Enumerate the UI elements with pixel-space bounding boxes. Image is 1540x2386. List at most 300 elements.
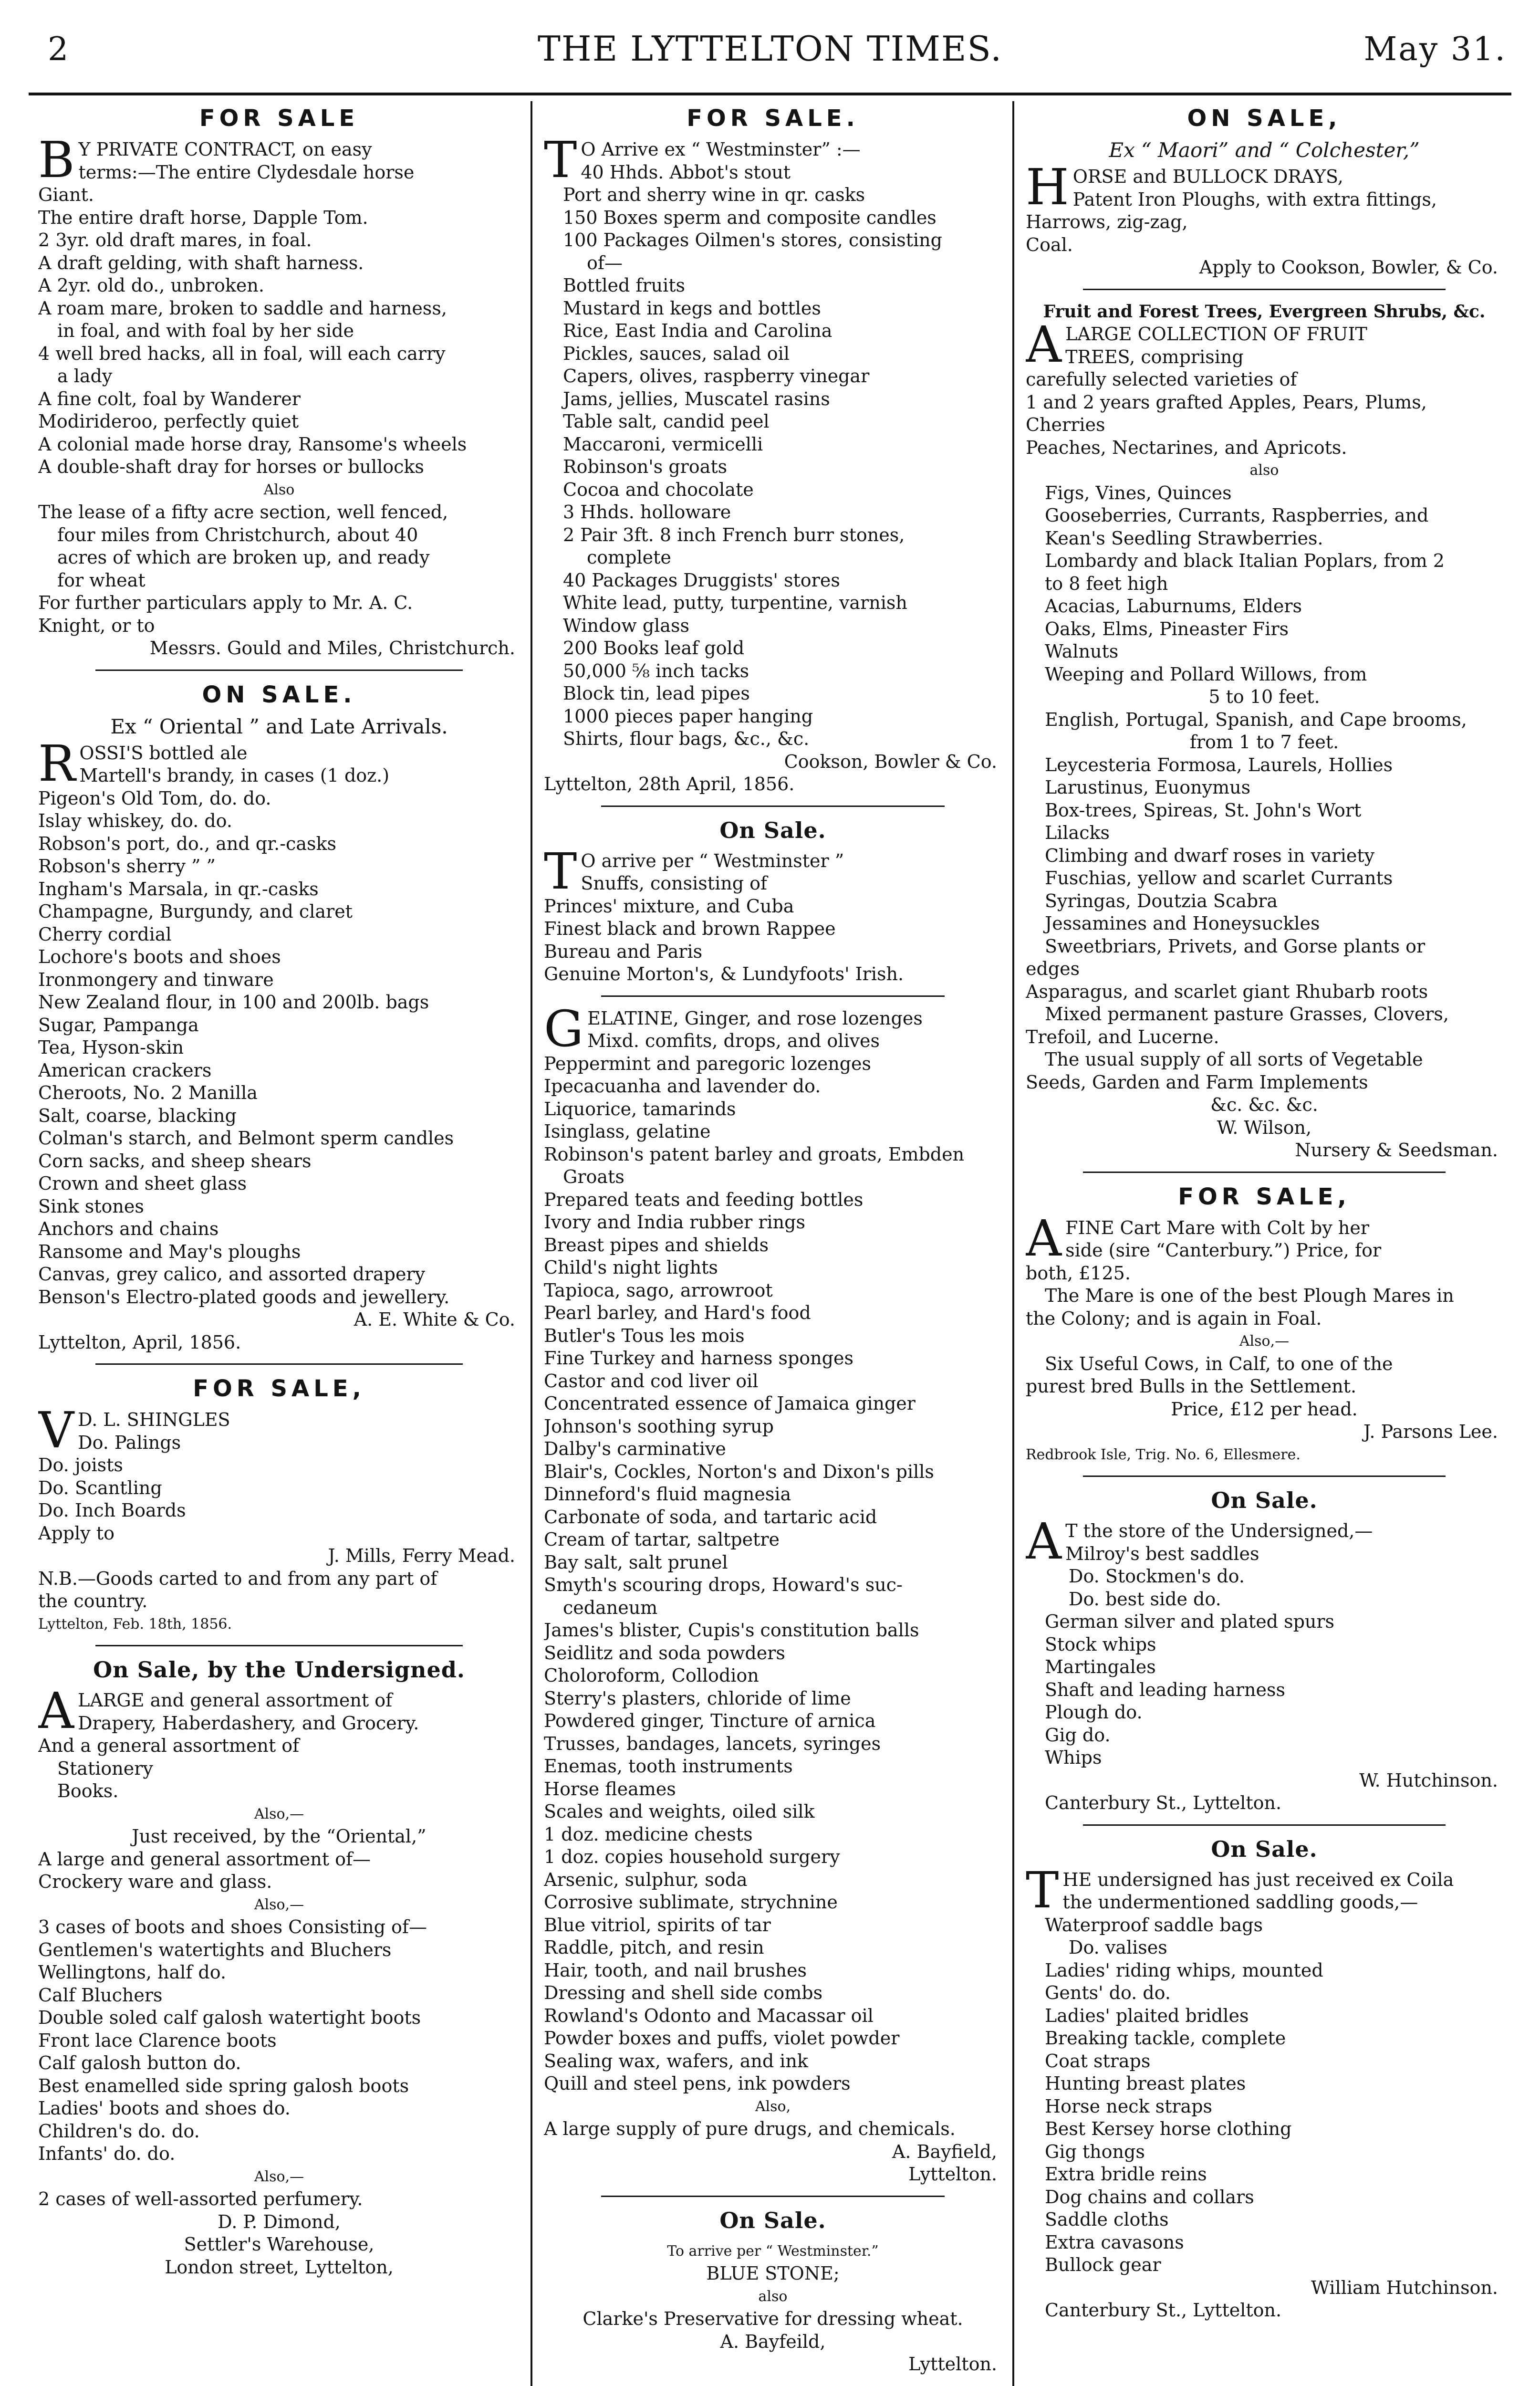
advertisement — [38, 1657, 520, 2279]
text-line: 3 cases of boots and shoes Consisting of— — [38, 1916, 427, 1937]
text-line: to 8 feet high — [1045, 573, 1168, 594]
text-line: Champagne, Burgundy, and claret — [38, 901, 353, 922]
text-line: A roam mare, broken to saddle and harness, — [38, 297, 447, 319]
ad-subheading: Ex “ Oriental ” and Late Arrivals. — [110, 714, 448, 738]
drop-cap: A — [1026, 1512, 1062, 1570]
column-3 — [1026, 101, 1503, 2386]
text-line: The entire draft horse, Dapple Tom. — [38, 207, 368, 228]
drop-cap: T — [544, 131, 577, 189]
ad-heading: FOR SALE, — [1178, 1183, 1351, 1210]
text-line: Lochore's boots and shoes — [38, 946, 281, 967]
text-line: The Mare is one of the best Plough Mares in — [1045, 1285, 1454, 1306]
advertisement — [38, 681, 520, 1354]
text-line: Oaks, Elms, Pineaster Firs — [1045, 618, 1289, 639]
text-line: Sugar, Pampanga — [38, 1014, 199, 1036]
text-line: 40 Hhds. Abbot's stout — [581, 161, 791, 183]
text-line: Princes' mixture, and Cuba — [544, 895, 794, 917]
text-line: Lyttelton, Feb. 18th, 1856. — [38, 1615, 232, 1633]
text-line: Capers, olives, raspberry vinegar — [563, 366, 870, 387]
text-line: Harrows, zig-zag, — [1026, 211, 1188, 232]
text-line: Plough do. — [1045, 1702, 1143, 1723]
opening-lines — [79, 742, 520, 787]
text-line: T the store of the Undersigned,— — [1065, 1520, 1373, 1541]
text-line: Gig do. — [1045, 1724, 1111, 1746]
text-line: Pigeon's Old Tom, do. do. — [38, 787, 271, 809]
text-line: both, £125. — [1026, 1262, 1131, 1284]
text-line: Front lace Clarence boots — [38, 2030, 277, 2051]
text-line: Horse fleames — [544, 1778, 676, 1800]
text-line: Do. Palings — [78, 1432, 181, 1453]
text-line: Colman's starch, and Belmont sperm candles — [38, 1128, 454, 1149]
text-line: A 2yr. old do., unbroken. — [38, 275, 264, 296]
text-line: Whips — [1045, 1747, 1102, 1768]
text-line: O arrive per “ Westminster ” — [581, 850, 844, 871]
text-line: Anchors and chains — [38, 1218, 219, 1239]
text-line: Fuschias, yellow and scarlet Currants — [1045, 868, 1393, 889]
text-line: Settler's Warehouse, — [184, 2234, 375, 2255]
text-line: Box-trees, Spireas, St. John's Wort — [1045, 799, 1362, 821]
text-line: Seeds, Garden and Farm Implements — [1026, 1071, 1368, 1093]
text-line: Do. Scantling — [38, 1477, 162, 1498]
text-line: Extra cavasons — [1045, 2231, 1184, 2253]
text-line: ELATINE, Ginger, and rose lozenges — [587, 1007, 923, 1029]
text-line: Tea, Hyson-skin — [38, 1037, 184, 1058]
text-line: Mixed permanent pasture Grasses, Clovers, — [1045, 1004, 1449, 1025]
drop-cap: T — [544, 842, 577, 900]
text-line: American crackers — [38, 1059, 212, 1081]
text-line: Lyttelton. — [908, 2164, 997, 2185]
text-line: Maccaroni, vermicelli — [563, 433, 763, 455]
advertisement — [38, 1375, 520, 1635]
text-line: Corn sacks, and sheep shears — [38, 1150, 312, 1172]
text-line: Walnuts — [1045, 641, 1119, 662]
text-line: for wheat — [57, 569, 146, 591]
opening-lines — [1062, 1869, 1503, 1914]
text-line: Cherries — [1026, 414, 1105, 435]
text-line: White lead, putty, turpentine, varnish — [563, 592, 907, 613]
text-line: Carbonate of soda, and tartaric acid — [544, 1506, 877, 1528]
text-line: Pearl barley, and Hard's food — [544, 1302, 811, 1323]
text-line: Milroy's best saddles — [1065, 1543, 1259, 1564]
text-line: 2 Pair 3ft. 8 inch French burr stones, — [563, 524, 905, 545]
opening-lines — [1065, 1520, 1503, 1565]
text-line: also — [1249, 462, 1279, 479]
text-line: A large supply of pure drugs, and chemicals. — [544, 2118, 956, 2139]
text-line: Jessamines and Honeysuckles — [1045, 913, 1320, 934]
text-line: Lyttelton, 28th April, 1856. — [544, 774, 795, 795]
text-line: The usual supply of all sorts of Vegetable — [1045, 1049, 1423, 1070]
text-line: The lease of a fifty acre section, well fenced, — [38, 502, 448, 523]
text-line: Mustard in kegs and bottles — [563, 297, 821, 319]
text-line: Dinneford's fluid magnesia — [544, 1484, 791, 1505]
ad-separator — [95, 1363, 463, 1365]
ad-opening — [1026, 1209, 1503, 1267]
ad-heading: ON SALE. — [202, 681, 356, 708]
advertisement — [1026, 1183, 1503, 1466]
ad-heading: On Sale. — [1211, 1487, 1318, 1513]
ad-opening — [38, 1401, 520, 1459]
text-line: Horse neck straps — [1045, 2095, 1213, 2117]
text-line: Peppermint and paregoric lozenges — [544, 1053, 872, 1074]
text-line: Gentlemen's watertights and Bluchers — [38, 1939, 392, 1960]
text-line: Weeping and Pollard Willows, from — [1045, 663, 1367, 685]
text-line: Do. best side do. — [1069, 1588, 1221, 1610]
text-line: Apply to — [38, 1522, 114, 1544]
text-line: Price, £12 per head. — [1171, 1398, 1358, 1420]
text-line: Quill and steel pens, ink powders — [544, 2073, 851, 2094]
text-line: Fine Turkey and harness sponges — [544, 1348, 853, 1369]
text-line: Ladies' boots and shoes do. — [38, 2098, 291, 2119]
text-line: TREES, comprising — [1065, 346, 1244, 367]
text-line: D. L. SHINGLES — [78, 1409, 230, 1430]
text-line: Sealing wax, wafers, and ink — [544, 2050, 808, 2072]
opening-lines — [587, 1007, 1002, 1053]
text-line: English, Portugal, Spanish, and Cape brooms, — [1045, 709, 1467, 730]
text-line: Cheroots, No. 2 Manilla — [38, 1082, 258, 1103]
text-line: Lombardy and black Italian Poplars, from 2 — [1045, 550, 1445, 571]
text-line: Tapioca, sago, arrowroot — [544, 1279, 773, 1301]
text-line: Do. joists — [38, 1455, 123, 1476]
text-line: acres of which are broken up, and ready — [57, 547, 430, 568]
text-line: Dalby's carminative — [544, 1438, 726, 1459]
text-line: Best Kersey horse clothing — [1045, 2118, 1292, 2139]
text-line: Blue vitriol, spirits of tar — [544, 1914, 771, 1936]
advertisement — [544, 999, 1002, 2186]
opening-lines — [581, 138, 1002, 184]
text-line: Ransome and May's ploughs — [38, 1241, 301, 1262]
text-line: side (sire “Canterbury.”) Price, for — [1065, 1240, 1382, 1261]
text-line: complete — [587, 547, 671, 568]
text-line: a lady — [57, 366, 113, 387]
text-line: Apply to Cookson, Bowler, & Co. — [1199, 257, 1498, 278]
text-line: Window glass — [563, 615, 689, 636]
text-line: 5 to 10 feet. — [1208, 686, 1320, 707]
text-line: Calf Bluchers — [38, 1984, 163, 2006]
text-line: Bureau and Paris — [544, 941, 703, 962]
text-line: Syringas, Doutzia Scabra — [1045, 890, 1278, 911]
ad-separator — [1083, 289, 1446, 290]
ad-separator — [601, 2196, 945, 2197]
text-line: Do. valises — [1069, 1937, 1167, 1958]
text-line: Wellingtons, half do. — [38, 1962, 227, 1983]
text-line: Best enamelled side spring galosh boots — [38, 2075, 409, 2096]
text-line: Hair, tooth, and nail brushes — [544, 1959, 807, 1981]
advertisement — [544, 105, 1002, 796]
text-line: 4 well bred hacks, all in foal, will each carry — [38, 343, 446, 364]
text-line: Block tin, lead pipes — [563, 683, 750, 704]
text-line: Acacias, Laburnums, Elders — [1045, 596, 1302, 617]
opening-lines — [78, 1409, 520, 1454]
text-line: Enemas, tooth instruments — [544, 1756, 793, 1777]
text-line: Groats — [563, 1166, 624, 1187]
text-line: Waterproof saddle bags — [1045, 1914, 1263, 1936]
text-line: Also — [263, 481, 295, 498]
masthead-title: THE LYTTELTON TIMES. — [537, 29, 1003, 69]
text-line: Butler's Tous les mois — [544, 1325, 745, 1346]
text-line: Books. — [57, 1780, 119, 1801]
text-line: 1000 pieces paper hanging — [563, 705, 813, 727]
text-line: BLUE STONE; — [706, 2263, 840, 2284]
text-line: Shirts, flour bags, &c., &c. — [563, 728, 810, 749]
text-line: the country. — [38, 1591, 148, 1612]
text-line: Bottled fruits — [563, 275, 686, 296]
opening-lines — [1065, 1217, 1503, 1262]
text-line: Clarke's Preservative for dressing wheat. — [583, 2308, 963, 2329]
text-line: Robinson's patent barley and groats, Embden — [544, 1143, 965, 1165]
text-line: Modirideroo, perfectly quiet — [38, 411, 299, 432]
text-line: Ivory and India rubber rings — [544, 1212, 805, 1233]
text-line: Dressing and shell side combs — [544, 1982, 823, 2003]
text-line: Child's night lights — [544, 1257, 718, 1278]
text-line: Sink stones — [38, 1195, 144, 1217]
text-line: Arsenic, sulphur, soda — [544, 1869, 748, 1890]
text-line: Canvas, grey calico, and assorted drapery — [38, 1264, 426, 1285]
text-line: Scales and weights, oiled silk — [544, 1801, 815, 1822]
opening-lines — [78, 1689, 520, 1735]
text-line: Ipecacuanha and lavender do. — [544, 1076, 821, 1097]
text-line: Raddle, pitch, and resin — [544, 1937, 764, 1958]
ad-separator — [95, 670, 463, 671]
text-line: Robson's port, do., and qr.-casks — [38, 833, 336, 854]
text-line: Bay salt, salt prunel — [544, 1551, 728, 1573]
text-line: cedaneum — [563, 1597, 658, 1618]
text-line: LARGE COLLECTION OF FRUIT — [1065, 324, 1367, 345]
text-line: Calf galosh button do. — [38, 2052, 241, 2073]
text-line: A. E. White & Co. — [354, 1309, 515, 1330]
advertisement — [544, 817, 1002, 986]
text-line: Lyttelton, April, 1856. — [38, 1331, 241, 1353]
ad-separator — [1083, 1172, 1446, 1173]
ad-opening — [1026, 1512, 1503, 1570]
text-line: O Arrive ex “ Westminster” :— — [581, 139, 861, 160]
text-line: A large and general assortment of— — [38, 1848, 371, 1870]
drop-cap: T — [1026, 1861, 1059, 1919]
text-line: Gig thongs — [1045, 2141, 1145, 2162]
text-line: New Zealand flour, in 100 and 200lb. bags — [38, 992, 429, 1013]
text-line: Just received, by the “Oriental,” — [132, 1826, 427, 1847]
text-line: 50,000 ⅝ inch tacks — [563, 660, 749, 681]
page-header — [29, 22, 1511, 84]
text-line: Shaft and leading harness — [1045, 1679, 1286, 1700]
text-line: A colonial made horse dray, Ransome's wheels — [38, 433, 467, 455]
text-line: Peaches, Nectarines, and Apricots. — [1026, 437, 1347, 458]
text-line: Choloroform, Collodion — [544, 1665, 759, 1686]
text-line: N.B.—Goods carted to and from any part of — [38, 1568, 437, 1589]
text-line: carefully selected varieties of — [1026, 369, 1297, 390]
column-1 — [38, 101, 520, 2386]
ad-heading: On Sale. — [1211, 1836, 1318, 1862]
text-line: Liquorice, tamarinds — [544, 1098, 736, 1120]
text-line: LARGE and general assortment of — [78, 1690, 393, 1711]
text-line: Corrosive sublimate, strychnine — [544, 1892, 838, 1913]
text-line: Breast pipes and shields — [544, 1234, 769, 1256]
ad-opening — [38, 131, 520, 189]
text-line: A double-shaft dray for horses or bullocks — [38, 456, 424, 477]
issue-date: May 31. — [1363, 31, 1507, 68]
text-line: 1 doz. copies household surgery — [544, 1846, 840, 1867]
drop-cap: V — [38, 1401, 74, 1459]
text-line: A draft gelding, with shaft harness. — [38, 252, 364, 273]
text-line: Nursery & Seedsman. — [1295, 1140, 1498, 1161]
ad-opening — [1026, 315, 1503, 374]
text-line: A fine colt, foal by Wanderer — [38, 388, 301, 409]
text-line: William Hutchinson. — [1311, 2277, 1498, 2298]
text-line: Rowland's Odonto and Macassar oil — [544, 2005, 874, 2026]
text-line: Sterry's plasters, chloride of lime — [544, 1687, 851, 1709]
column-divider — [1012, 101, 1014, 2386]
text-line: Coat straps — [1045, 2050, 1151, 2072]
column-divider — [531, 101, 532, 2386]
text-line: Saddle cloths — [1045, 2209, 1169, 2230]
text-line: Giant. — [38, 184, 94, 205]
text-line: Cherry cordial — [38, 923, 172, 945]
text-line: Robson's sherry ” ” — [38, 856, 216, 877]
text-line: FINE Cart Mare with Colt by her — [1065, 1217, 1370, 1238]
text-line: Ladies' plaited bridles — [1045, 2005, 1249, 2026]
text-line: 200 Books leaf gold — [563, 638, 745, 659]
text-line: Cream of tartar, saltpetre — [544, 1529, 780, 1550]
text-line: Genuine Morton's, & Lundyfoots' Irish. — [544, 963, 904, 984]
text-line: Pickles, sauces, salad oil — [563, 343, 790, 364]
text-line: the undermentioned saddling goods,— — [1062, 1892, 1418, 1913]
ad-opening — [544, 999, 1002, 1058]
text-line: the Colony; and is again in Foal. — [1026, 1308, 1322, 1329]
text-line: D. P. Dimond, — [218, 2211, 341, 2232]
text-line: Trusses, bandages, lancets, syringes — [544, 1733, 881, 1754]
text-line: Six Useful Cows, in Calf, to one of the — [1045, 1353, 1393, 1374]
text-line: Islay whiskey, do. do. — [38, 810, 232, 831]
text-line: A. Bayfeild, — [720, 2331, 826, 2352]
text-line: Hunting breast plates — [1045, 2073, 1246, 2094]
ad-separator — [601, 806, 945, 807]
text-line: Also,— — [1239, 1333, 1290, 1350]
text-line: Cocoa and chocolate — [563, 479, 754, 500]
text-line: OSSI'S bottled ale — [79, 742, 248, 764]
text-line: Powder boxes and puffs, violet powder — [544, 2028, 900, 2049]
text-line: four miles from Christchurch, about 40 — [57, 524, 418, 545]
text-line: Bullock gear — [1045, 2254, 1161, 2275]
text-line: Trefoil, and Lucerne. — [1026, 1026, 1219, 1047]
advertisement — [1026, 105, 1503, 279]
text-line: Do. Inch Boards — [38, 1500, 186, 1521]
text-line: Y PRIVATE CONTRACT, on easy — [78, 139, 372, 160]
text-line: Mixd. comfits, drops, and olives — [587, 1030, 880, 1051]
text-line: Asparagus, and scarlet giant Rhubarb roots — [1026, 981, 1428, 1002]
text-line: Snuffs, consisting of — [581, 873, 768, 894]
text-line: &c. &c. &c. — [1210, 1094, 1318, 1115]
text-line: Coal. — [1026, 234, 1073, 255]
text-line: 150 Boxes sperm and composite candles — [563, 207, 936, 228]
text-line: HE undersigned has just received ex Coila — [1062, 1869, 1454, 1890]
text-line: Port and sherry wine in qr. casks — [563, 184, 865, 205]
text-line: Canterbury St., Lyttelton. — [1045, 2300, 1282, 2321]
advertisement — [544, 2208, 1002, 2376]
text-line: from 1 to 7 feet. — [1189, 732, 1339, 753]
text-line: Blair's, Cockles, Norton's and Dixon's pills — [544, 1461, 934, 1482]
text-line: Concentrated essence of Jamaica ginger — [544, 1393, 916, 1414]
text-line: 40 Packages Druggists' stores — [563, 569, 840, 591]
text-line: Ingham's Marsala, in qr.-casks — [38, 878, 319, 900]
advertisement — [1026, 1487, 1503, 1815]
text-line: edges — [1026, 958, 1080, 979]
page-number: 2 — [48, 31, 69, 68]
text-line: London street, Lyttelton, — [165, 2256, 394, 2278]
text-line: 2 cases of well-assorted perfumery. — [38, 2188, 363, 2209]
text-line: Leycesteria Formosa, Laurels, Hollies — [1045, 754, 1393, 775]
ad-heading: On Sale. — [719, 2207, 826, 2233]
text-line: 100 Packages Oilmen's stores, consisting — [563, 230, 942, 251]
text-line: Breaking tackle, complete — [1045, 2028, 1286, 2049]
text-line: Jams, jellies, Muscatel rasins — [563, 388, 830, 409]
opening-lines — [1073, 166, 1503, 211]
ad-opening — [38, 1682, 520, 1740]
text-line: Cookson, Bowler & Co. — [784, 751, 997, 772]
text-line: Rice, East India and Carolina — [563, 320, 832, 341]
ad-heading: ON SALE, — [1187, 105, 1342, 132]
advertisement — [1026, 301, 1503, 1162]
text-line: Climbing and dwarf roses in variety — [1045, 845, 1375, 866]
ad-heading: FOR SALE, — [193, 1375, 365, 1402]
ad-separator — [601, 995, 945, 997]
text-line: terms:—The entire Clydesdale horse — [78, 161, 415, 183]
text-line: Extra bridle reins — [1045, 2164, 1207, 2185]
text-line: Stationery — [57, 1758, 153, 1779]
opening-lines — [581, 850, 1002, 895]
text-line: A. Bayfield, — [892, 2141, 997, 2162]
text-line: 1 doz. medicine chests — [544, 1823, 753, 1845]
text-line: Canterbury St., Lyttelton. — [1045, 1792, 1282, 1813]
text-line: Smyth's scouring drops, Howard's suc- — [544, 1574, 903, 1595]
text-line: Kean's Seedling Strawberries. — [1045, 527, 1323, 549]
drop-cap: R — [38, 734, 76, 793]
text-line: Martingales — [1045, 1656, 1156, 1677]
text-line: Benson's Electro-plated goods and jewellery. — [38, 1286, 450, 1308]
text-line: Also,— — [254, 1805, 304, 1822]
text-line: W. Hutchinson. — [1359, 1769, 1498, 1791]
text-line: Lilacks — [1045, 822, 1110, 843]
text-line: Ladies' riding whips, mounted — [1045, 1959, 1323, 1981]
ad-opening — [1026, 158, 1503, 216]
ad-opening — [1026, 1861, 1503, 1919]
text-line: And a general assortment of — [38, 1735, 300, 1756]
text-line: Also, — [755, 2098, 791, 2115]
ad-subheading: Ex “ Maori” and “ Colchester,” — [1109, 138, 1420, 162]
text-line: James's blister, Cupis's constitution balls — [544, 1620, 919, 1641]
text-line: Knight, or to — [38, 615, 155, 636]
text-line: Crown and sheet glass — [38, 1173, 247, 1194]
text-line: Salt, coarse, blacking — [38, 1105, 237, 1126]
text-line: Also,— — [254, 1896, 304, 1913]
text-line: purest bred Bulls in the Settlement. — [1026, 1376, 1357, 1397]
ad-heading: On Sale. — [719, 817, 826, 843]
ad-heading: FOR SALE. — [687, 105, 859, 132]
text-line: Crockery ware and glass. — [38, 1871, 272, 1892]
ad-opening — [544, 842, 1002, 900]
text-line: German silver and plated spurs — [1045, 1611, 1335, 1632]
drop-cap: A — [1026, 315, 1062, 374]
drop-cap: A — [1026, 1209, 1062, 1267]
text-line: Figs, Vines, Quinces — [1045, 482, 1232, 503]
text-line: Isinglass, gelatine — [544, 1121, 711, 1142]
text-line: Redbrook Isle, Trig. No. 6, Ellesmere. — [1026, 1446, 1301, 1463]
drop-cap: G — [544, 999, 584, 1058]
text-line: Double soled calf galosh watertight boots — [38, 2007, 421, 2028]
text-line: Gents' do. do. — [1045, 1982, 1171, 2003]
text-line: Dog chains and collars — [1045, 2186, 1254, 2208]
text-line: of— — [587, 252, 623, 273]
text-line: in foal, and with foal by her side — [57, 320, 354, 341]
text-line: Sweetbriars, Privets, and Gorse plants or — [1045, 935, 1426, 957]
